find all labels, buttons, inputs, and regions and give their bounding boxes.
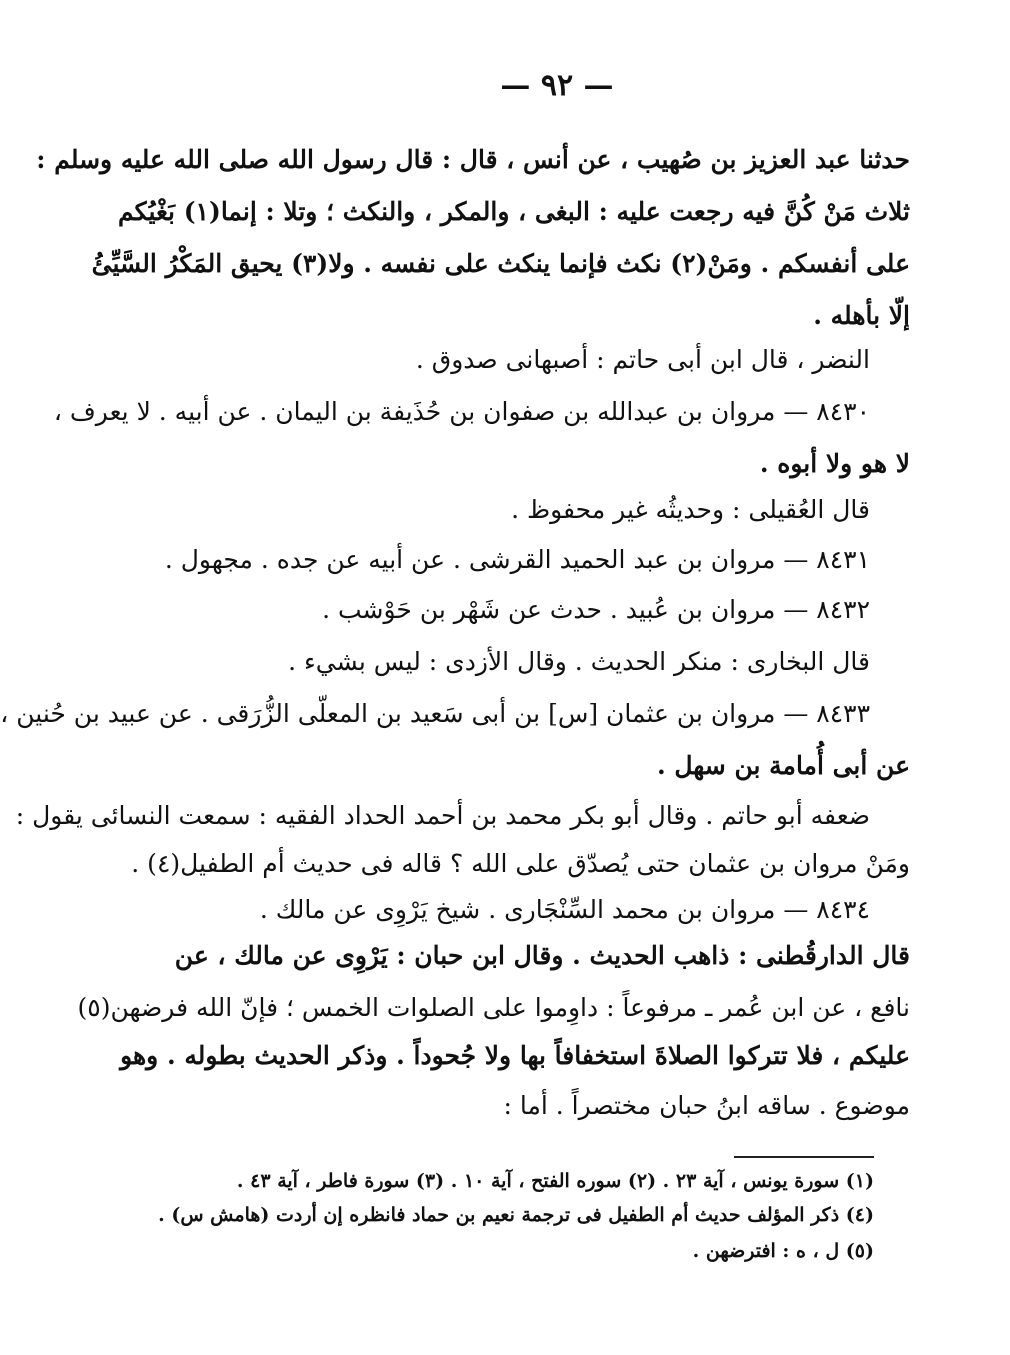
text-line: ثلاث مَنْ كُنَّ فيه رجعت عليه : البغى ، والمكر ، والنكث ؛ وتلا : إنما(١) بَغْيُكم bbox=[118, 197, 910, 226]
text-line: على أنفسكم . ومَنْ(٢) نكث فإنما ينكث على نفسه . ولا(٣) يحيق المَكْرُ السَّيِّئُ bbox=[91, 249, 910, 278]
text-line: قال الدارقُطنى : ذاهب الحديث . وقال ابن حبان : يَرْوِى عن مالك ، عن bbox=[174, 941, 910, 970]
page-number: — ٩٢ — bbox=[500, 68, 614, 103]
entry-8430: ٨٤٣٠ — مروان بن عبدالله بن صفوان بن حُذَيفة بن اليمان . عن أبيه . لا يعرف ، bbox=[53, 397, 870, 426]
footnote: (٤) ذكر المؤلف حديث أم الطفيل فى ترجمة نعيم بن حماد فانظره إن أردت (هامش س) . bbox=[158, 1204, 874, 1226]
text-line: حدثنا عبد العزيز بن صُهيب ، عن أنس ، قال : قال رسول الله صلى الله عليه وسلم : bbox=[36, 145, 910, 174]
entry-8431: ٨٤٣١ — مروان بن عبد الحميد القرشى . عن أبيه عن جده . مجهول . bbox=[164, 545, 870, 574]
footnote: (٥) ل ، ه : افترضهن . bbox=[692, 1240, 874, 1262]
entry-8432: ٨٤٣٢ — مروان بن عُبيد . حدث عن شَهْر بن حَوْشب . bbox=[322, 595, 870, 624]
entry-8433: ٨٤٣٣ — مروان بن عثمان [س] بن أبى سَعيد بن المعلّى الزُّرَقى . عن عبيد بن حُنين ، bbox=[0, 699, 870, 728]
text-line: ضعفه أبو حاتم . وقال أبو بكر محمد بن أحمد الحداد الفقيه : سمعت النسائى يقول : bbox=[15, 801, 870, 830]
text-line: قال العُقيلى : وحديثُه غير محفوظ . bbox=[511, 495, 870, 524]
footnote: (١) سورة يونس ، آية ٢٣ . (٢) سوره الفتح ، آية ١٠ . (٣) سورة فاطر ، آية ٤٣ . bbox=[236, 1170, 874, 1192]
text-line: قال البخارى : منكر الحديث . وقال الأزدى : ليس بشيء . bbox=[288, 647, 870, 676]
text-line: موضوع . ساقه ابنُ حبان مختصراً . أما : bbox=[503, 1091, 910, 1120]
text-line: عليكم ، فلا تتركوا الصلاةَ استخفافاً بها ولا جُحوداً . وذكر الحديث بطوله . وهو bbox=[120, 1041, 910, 1070]
text-line: عن أبى أُمامة بن سهل . bbox=[656, 751, 910, 780]
text-line: لا هو ولا أبوه . bbox=[759, 449, 910, 478]
text-line: النضر ، قال ابن أبى حاتم : أصبهانى صدوق . bbox=[415, 345, 870, 374]
text-line: إلّا بأهله . bbox=[813, 301, 910, 330]
text-line: نافع ، عن ابن عُمر ـ مرفوعاً : داوِموا على الصلوات الخمس ؛ فإنّ الله فرضهن(٥) bbox=[77, 993, 910, 1022]
entry-8434: ٨٤٣٤ — مروان بن محمد السِّنْجَارى . شيخ يَرْوِى عن مالك . bbox=[259, 895, 870, 924]
text-line: ومَنْ مروان بن عثمان حتى يُصدّق على الله ؟ قاله فى حديث أم الطفيل(٤) . bbox=[131, 849, 910, 878]
footnote-divider bbox=[734, 1156, 874, 1158]
